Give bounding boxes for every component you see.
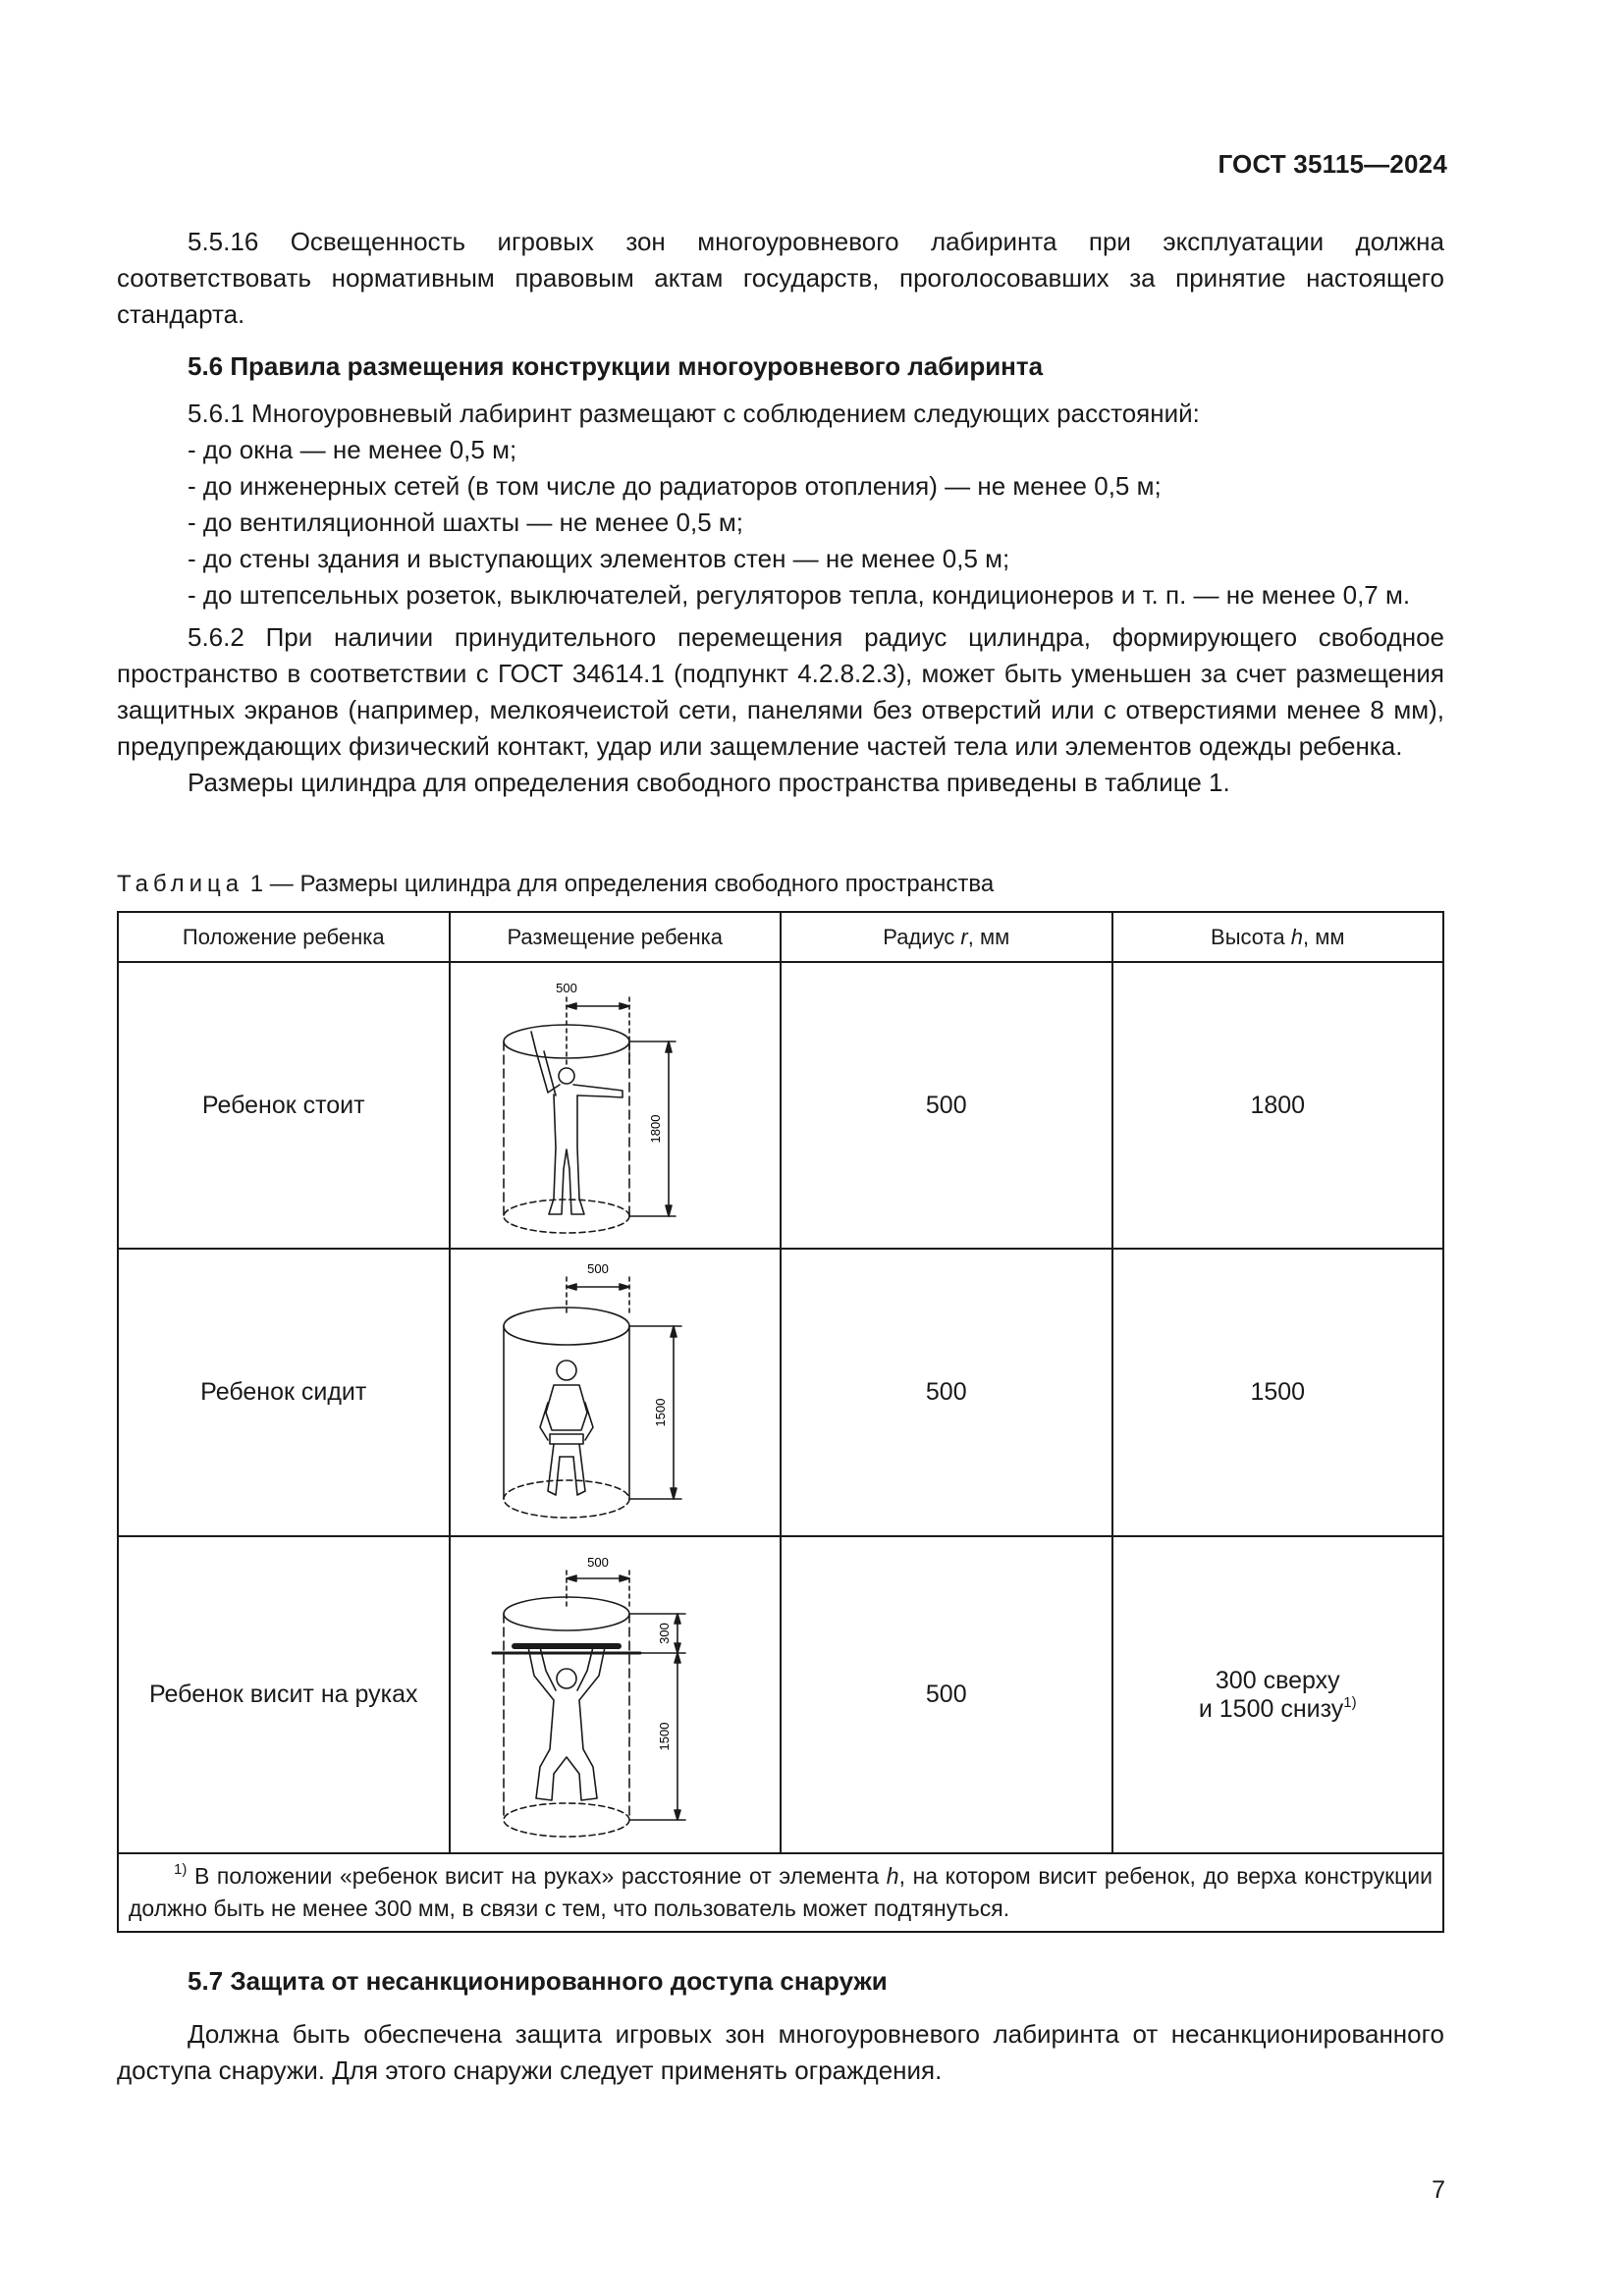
- header-height: Высота h, мм: [1112, 912, 1444, 962]
- header-radius: Радиус r, мм: [781, 912, 1112, 962]
- dim-radius-label: 500: [587, 1260, 610, 1276]
- table-header-row: [118, 912, 1443, 962]
- dim-height-label: 1500: [653, 1398, 669, 1426]
- cell-figure: [450, 1249, 782, 1536]
- section-heading: 5.6 Правила размещения конструкции многоуровневого лабиринта: [188, 351, 1044, 381]
- section-5-7: [117, 1963, 1444, 2089]
- height-line-2: и 1500 снизу: [1198, 1694, 1344, 1723]
- hanging-child-figure: [458, 1553, 772, 1838]
- footnote-mark: 1): [1343, 1693, 1357, 1711]
- table-row: [118, 1249, 1443, 1536]
- paragraph-table-ref: Размеры цилиндра для определения свободного пространства приведены в таблице 1.: [188, 768, 1230, 797]
- caption-label: Таблица: [117, 871, 244, 897]
- footnote-mark: 1): [174, 1861, 188, 1878]
- header-position: Положение ребенка: [118, 912, 450, 962]
- paragraph-text: 5.5.16 Освещенность игровых зон многоуровневого лабиринта при эксплуатации должна соответствовать нормативным правовым актам государств, проголосовавших за принятие настоящего стандарта.: [117, 227, 1444, 329]
- dim-height-label: 1500: [657, 1722, 673, 1750]
- sitting-child-figure: [458, 1255, 772, 1530]
- dim-top-label: 300: [657, 1622, 673, 1644]
- paragraph-5-5-16: [117, 224, 1444, 333]
- paragraph-5-6-2: 5.6.2 При наличии принудительного перемещения радиус цилиндра, формирующего свободное пространство в соответствии с ГОСТ 34614.1 (подпункт 4.2.8.2.3), может быть уменьшен за счет размещения защитных экранов (например, мелкоячеистой сети, панелями без отверстий или с отверстиями менее 8 мм), предупреждающих физический контакт, удар или защемление частей тела или элементов одежды ребенка.: [117, 622, 1444, 761]
- list-item: - до вентиляционной шахты — не менее 0,5 м;: [188, 507, 743, 537]
- dimensions-table: [117, 911, 1444, 1933]
- cell-position: Ребенок висит на руках: [118, 1536, 450, 1853]
- section-5-6: [117, 348, 1444, 801]
- cell-height: [1112, 1536, 1444, 1853]
- cell-radius: 500: [781, 962, 1112, 1249]
- dim-radius-label: 500: [587, 1554, 610, 1570]
- table-row: [118, 1536, 1443, 1853]
- paragraph-text: Должна быть обеспечена защита игровых зон многоуровневого лабиринта от несанкционированного доступа снаружи. Для этого снаружи следует применять ограждения.: [117, 2019, 1444, 2085]
- section-heading: 5.7 Защита от несанкционированного доступа снаружи: [188, 1966, 888, 1996]
- table-footnote: $^{1)}$ В положении «ребенок висит на руках» расстояние от элемента h, на котором висит ребенок, до верха конструкции должно быть не менее 300 мм, в связи с тем, что пользователь может подтянуться.: [118, 1853, 1443, 1932]
- header-placement: Размещение ребенка: [450, 912, 782, 962]
- cell-radius: 500: [781, 1536, 1112, 1853]
- cell-figure: [450, 1536, 782, 1853]
- table-caption: [117, 871, 994, 898]
- list-item: - до инженерных сетей (в том числе до радиаторов отопления) — не менее 0,5 м;: [188, 471, 1162, 501]
- page-number: 7: [1432, 2176, 1445, 2204]
- list-item: - до окна — не менее 0,5 м;: [188, 435, 517, 464]
- cell-figure: [450, 962, 782, 1249]
- cell-position: Ребенок стоит: [118, 962, 450, 1249]
- list-item: - до штепсельных розеток, выключателей, регуляторов тепла, кондиционеров и т. п. — не менее 0,7 м.: [188, 580, 1411, 610]
- table-row: [118, 962, 1443, 1249]
- table-footnote-row: [118, 1853, 1443, 1932]
- dim-height-label: 1800: [648, 1114, 664, 1144]
- document-header: ГОСТ 35115—2024: [1218, 149, 1447, 179]
- dim-radius-label: 500: [556, 981, 578, 995]
- height-line-1: 300 сверху: [1215, 1666, 1340, 1694]
- cell-height: 1800: [1112, 962, 1444, 1249]
- cell-height: 1500: [1112, 1249, 1444, 1536]
- cell-position: Ребенок сидит: [118, 1249, 450, 1536]
- paragraph-5-6-1: 5.6.1 Многоуровневый лабиринт размещают с соблюдением следующих расстояний:: [188, 399, 1200, 428]
- list-item: - до стены здания и выступающих элементов стен — не менее 0,5 м;: [188, 544, 1010, 573]
- caption-text: 1 — Размеры цилиндра для определения свободного пространства: [244, 871, 995, 897]
- cell-radius: 500: [781, 1249, 1112, 1536]
- standing-child-figure: [458, 973, 772, 1238]
